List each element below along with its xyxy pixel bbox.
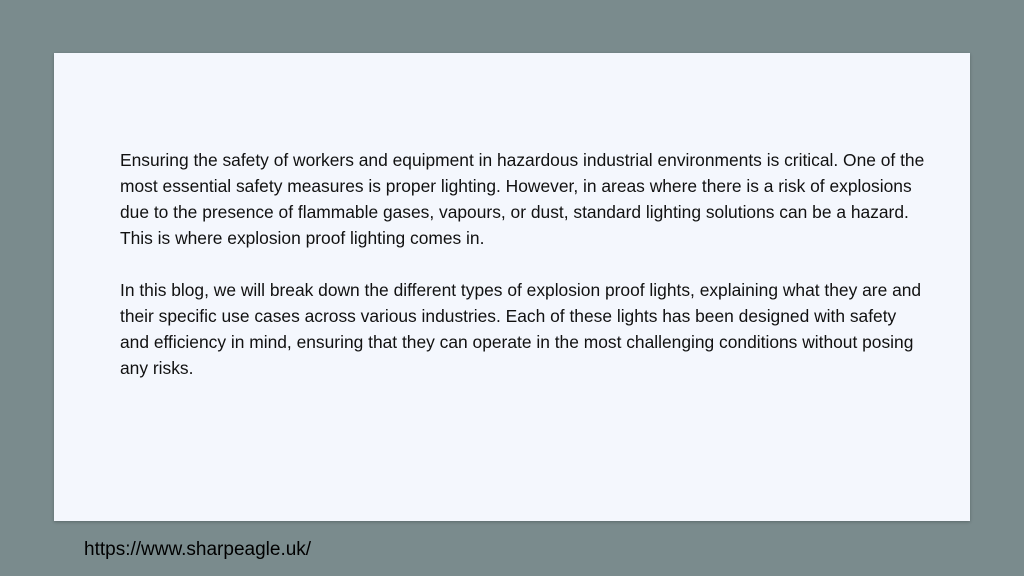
website-link[interactable]: https://www.sharpeagle.uk/ [84, 539, 312, 560]
blog-overview-paragraph: In this blog, we will break down the different types of explosion proof lights, explaining what they are and their specific use cases across various industries. Each of these lights has been designed with safety and efficiency in mind, ensuring that they can operate in the most challenging conditions without posing any risks. [120, 280, 922, 378]
body-text [120, 147, 930, 381]
slide-card [54, 53, 970, 521]
intro-paragraph: Ensuring the safety of workers and equipment in hazardous industrial environments is critical. One of the most essential safety measures is proper lighting. However, in areas where there is a risk of explosions due to the presence of flammable gases, vapours, or dust, standard lighting solutions can be a hazard. This is where explosion proof lighting comes in. [120, 150, 925, 248]
